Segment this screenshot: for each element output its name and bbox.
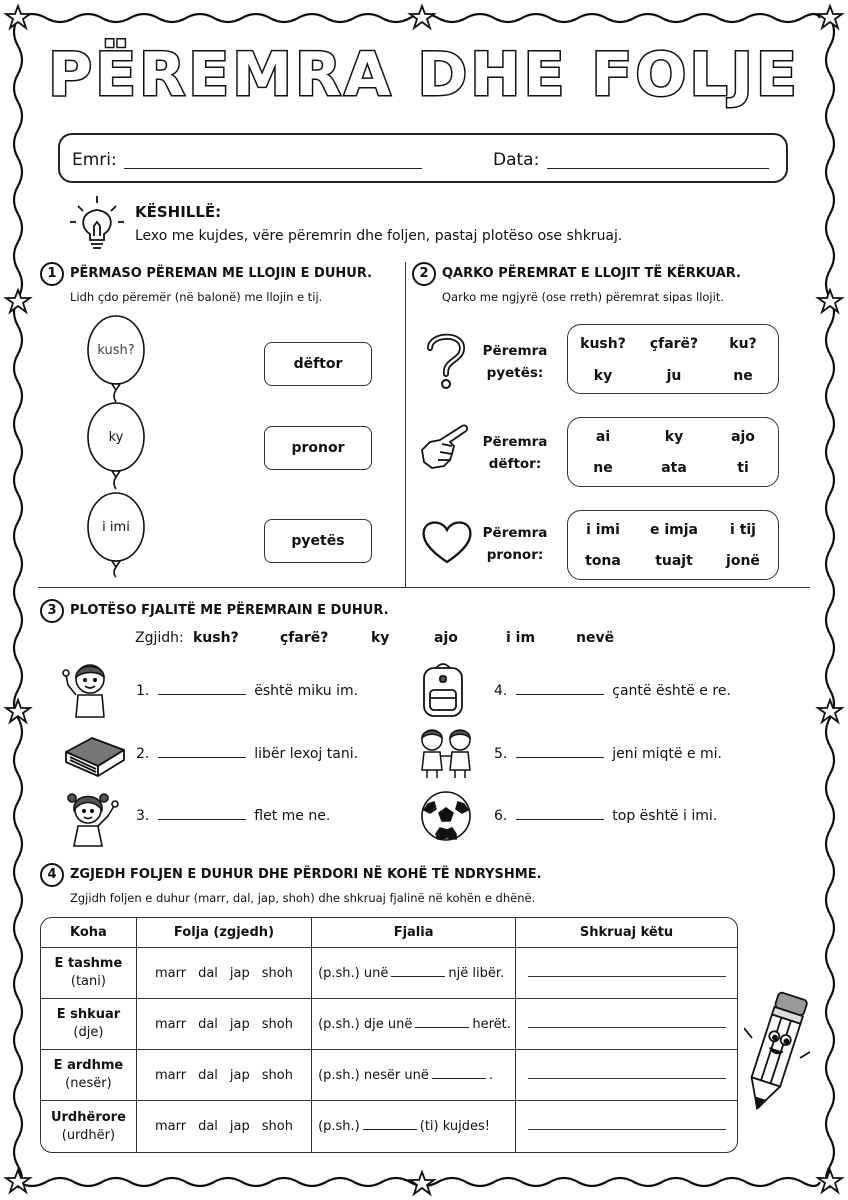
verb-option[interactable]: dal <box>198 1119 218 1134</box>
choice-word: ky <box>371 630 390 646</box>
pronoun-word[interactable]: çfarë? <box>649 336 699 352</box>
table-row <box>41 1101 737 1152</box>
tense-cell: Urdhërore (urdhër) <box>41 1101 137 1152</box>
sentence-blank[interactable] <box>516 694 604 695</box>
girl-waving-icon <box>64 786 124 848</box>
verb-option[interactable]: jap <box>229 965 250 981</box>
tip-title: KËSHILLË: <box>135 203 222 221</box>
section4-subtitle: Zgjidh foljen e duhur (marr, dal, jap, shoh) dhe shkruaj fjalinë në kohën e dhënë. <box>70 891 536 905</box>
question-mark-icon <box>424 330 468 390</box>
choice-word: kush? <box>193 630 239 646</box>
example-cell: (p.sh.) (ti) kujdes! <box>312 1101 516 1152</box>
vertical-divider <box>405 262 406 587</box>
verb-option[interactable]: jap <box>229 1016 250 1032</box>
sentence-blank[interactable] <box>516 757 604 758</box>
example-blank[interactable] <box>415 1027 469 1028</box>
verbs-cell <box>137 1101 312 1152</box>
example-cell: (p.sh.) nesër unë . <box>312 1050 516 1101</box>
pronoun-box-pronor <box>567 510 779 580</box>
type-box-pronor[interactable]: pronor <box>264 426 372 470</box>
table-header: Koha <box>41 918 137 948</box>
star-icon <box>818 1170 842 1192</box>
tip-text: Lexo me kujdes, vëre përemrin dhe foljen, pastaj plotëso ose shkruaj. <box>135 228 623 244</box>
balloon-word: ky <box>108 430 124 445</box>
pronoun-word[interactable]: e imja <box>649 522 698 538</box>
verb-option[interactable]: shoh <box>261 1119 293 1134</box>
sentence-1: 1. është miku im. <box>136 683 359 699</box>
pronoun-word[interactable]: ti <box>737 460 749 476</box>
pronoun-word[interactable]: i tij <box>730 522 756 538</box>
write-cell[interactable] <box>516 948 737 999</box>
group-label: Përemra pyetës: <box>482 343 548 381</box>
pronoun-word[interactable]: tona <box>585 553 621 569</box>
section4-title: ZGJEDH FOLJEN E DUHUR DHE PËRDORI NË KOHË TË NDRYSHME. <box>70 867 542 882</box>
section2-subtitle: Qarko me ngjyrë (ose rreth) përemrat sipas llojit. <box>442 290 724 304</box>
verb-option[interactable]: dal <box>198 1067 218 1083</box>
pencil-mascot-icon <box>744 988 810 1120</box>
example-blank[interactable] <box>432 1078 486 1079</box>
pronoun-word[interactable]: i imi <box>586 522 620 538</box>
type-box-deftor[interactable]: dëftor <box>264 342 372 386</box>
example-blank[interactable] <box>363 1129 417 1130</box>
backpack-icon <box>420 660 466 720</box>
example-cell: (p.sh.) dje unë herët. <box>312 999 516 1050</box>
pronoun-word[interactable]: ky <box>593 368 613 384</box>
verbs-cell <box>137 999 312 1050</box>
date-field[interactable] <box>547 168 769 169</box>
sentence-blank[interactable] <box>158 757 246 758</box>
pronoun-word[interactable]: ju <box>666 368 682 384</box>
choice-word: nevë <box>576 630 615 646</box>
choice-word: i im <box>506 630 536 646</box>
balloon-word: kush? <box>97 343 135 358</box>
soccer-ball-icon <box>420 790 472 842</box>
pronoun-word[interactable]: jonë <box>726 553 760 569</box>
verb-tense-table <box>40 917 738 1153</box>
section1-title: PËRMASO PËREMAN ME LLOJIN E DUHUR. <box>70 266 373 281</box>
example-blank[interactable] <box>391 976 445 977</box>
sentence-3: 3. flet me ne. <box>136 808 331 824</box>
verb-option[interactable]: dal <box>198 965 218 981</box>
pronoun-word[interactable]: ajo <box>731 429 755 445</box>
name-date-box <box>58 133 788 183</box>
verb-option[interactable]: shoh <box>261 1067 293 1083</box>
verb-option[interactable]: marr <box>154 1119 187 1134</box>
page-title: PËREMRA DHE FOLJE <box>48 40 800 110</box>
star-icon <box>6 6 30 28</box>
verb-option[interactable]: dal <box>198 1016 218 1032</box>
book-icon <box>62 730 128 780</box>
table-row <box>41 1050 737 1101</box>
section-number: 1 <box>40 262 64 286</box>
horizontal-divider <box>38 587 810 588</box>
section-number: 3 <box>40 599 64 623</box>
verb-option[interactable]: shoh <box>261 965 293 981</box>
name-field[interactable] <box>124 168 422 169</box>
verbs-cell <box>137 948 312 999</box>
pronoun-box-deftor <box>567 417 779 487</box>
sentence-blank[interactable] <box>158 694 246 695</box>
tense-cell: E ardhme (nesër) <box>41 1050 137 1101</box>
verb-option[interactable]: shoh <box>261 1016 293 1032</box>
tense-cell: E shkuar (dje) <box>41 999 137 1050</box>
choice-word: ajo <box>434 630 458 646</box>
table-header: Fjalia <box>312 918 516 948</box>
section-number: 2 <box>412 262 436 286</box>
table-row <box>41 948 737 999</box>
pointing-hand-icon <box>418 420 472 476</box>
choice-word: çfarë? <box>280 630 329 646</box>
table-header: Folja (zgjedh) <box>137 918 312 948</box>
two-kids-icon <box>415 724 477 780</box>
verb-option[interactable]: marr <box>154 965 187 981</box>
example-cell: (p.sh.) unë një libër. <box>312 948 516 999</box>
table-row <box>41 999 737 1050</box>
verb-option[interactable]: jap <box>229 1067 250 1083</box>
lightbulb-icon <box>70 192 124 252</box>
table-header: Shkruaj këtu <box>516 918 737 948</box>
sentence-2: 2. libër lexoj tani. <box>136 746 359 762</box>
star-icon <box>818 6 842 28</box>
pronoun-word[interactable]: ku? <box>729 336 757 352</box>
sentence-6: 6. top është i imi. <box>494 808 718 824</box>
write-cell[interactable] <box>516 999 737 1050</box>
write-cell[interactable] <box>516 1050 737 1101</box>
sentence-blank[interactable] <box>516 819 604 820</box>
section-number: 4 <box>40 863 64 887</box>
pronoun-word[interactable]: kush? <box>580 336 626 352</box>
group-label: Përemra dëftor: <box>482 434 548 472</box>
star-icon <box>6 1170 30 1192</box>
write-cell[interactable] <box>516 1101 737 1152</box>
verbs-cell <box>137 1050 312 1101</box>
sentence-blank[interactable] <box>158 819 246 820</box>
verb-option[interactable]: jap <box>229 1119 250 1134</box>
section3-title: PLOTËSO FJALITË ME PËREMRAIN E DUHUR. <box>70 603 389 618</box>
section1-subtitle: Lidh çdo përemër (në balonë) me llojin e tij. <box>70 290 323 304</box>
heart-icon <box>420 518 474 566</box>
choose-label: Zgjidh: <box>135 630 184 646</box>
name-label: Emri: <box>72 150 117 170</box>
verb-option[interactable]: marr <box>154 1016 187 1032</box>
pronoun-word[interactable]: ata <box>661 460 687 476</box>
date-label: Data: <box>493 150 540 170</box>
type-box-pyetes[interactable]: pyetës <box>264 519 372 563</box>
verb-option[interactable]: marr <box>154 1067 187 1083</box>
sentence-5: 5. jeni miqtë e mi. <box>494 746 722 762</box>
pronoun-word[interactable]: ky <box>664 429 684 445</box>
sentence-4: 4. çantë është e re. <box>494 683 731 699</box>
pronoun-word[interactable]: ne <box>733 368 753 384</box>
group-label: Përemra pronor: <box>482 525 548 563</box>
pronoun-word[interactable]: tuajt <box>655 553 693 569</box>
balloon-word: i imi <box>102 520 130 535</box>
tense-cell: E tashme (tani) <box>41 948 137 999</box>
pronoun-word[interactable]: ai <box>595 429 611 445</box>
pronoun-word[interactable]: ne <box>593 460 613 476</box>
boy-waving-icon <box>62 655 114 719</box>
section2-title: QARKO PËREMRAT E LLOJIT TË KËRKUAR. <box>442 266 741 281</box>
